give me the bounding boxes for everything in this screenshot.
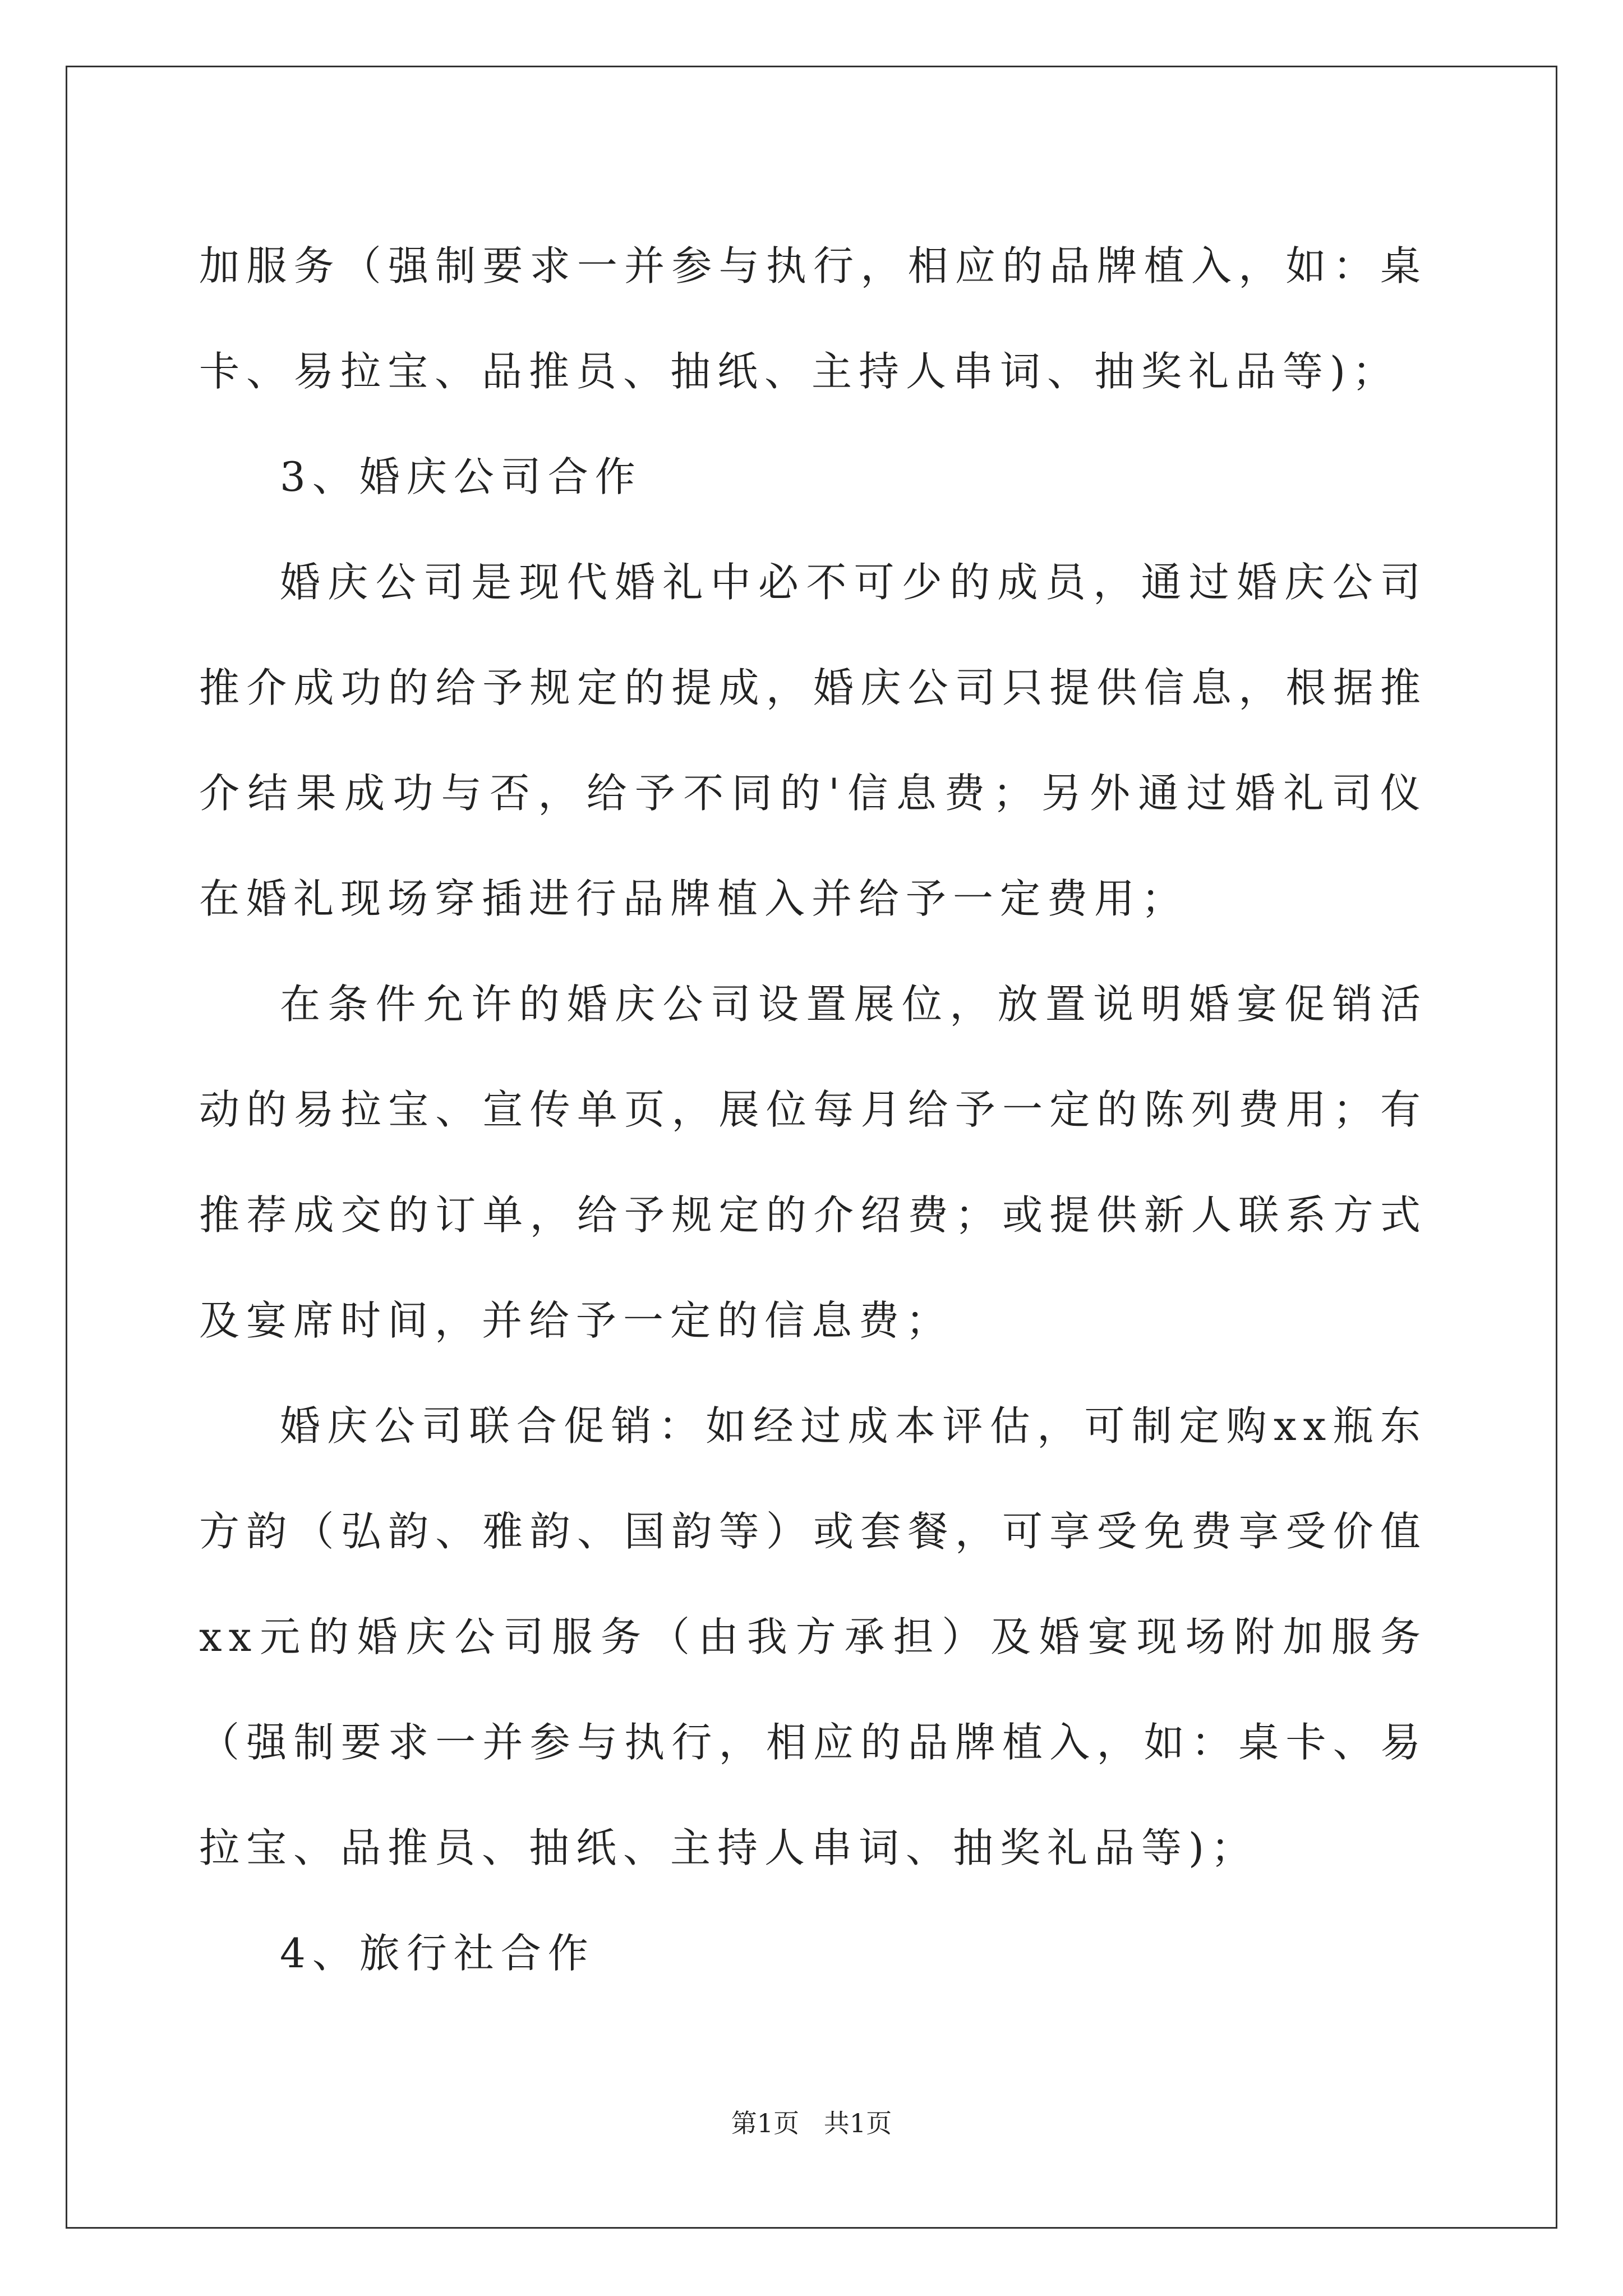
page-footer: 第1页 共1页 — [731, 2108, 892, 2138]
paragraph-booth-display: 在条件允许的婚庆公司设置展位，放置说明婚宴促销活动的易拉宝、宣传单页，展位每月给予一定的陈列费用；有推荐成交的订单，给予规定的介绍费；或提供新人联系方式及宴席时间，并给予一定的信息费； — [199, 981, 1427, 1344]
heading-wedding-company-cooperation: 3、婚庆公司合作 — [280, 453, 642, 500]
paragraph-joint-promotion: 婚庆公司联合促销：如经过成本评估，可制定购xx瓶东方韵（弘韵、雅韵、国韵等）或套餐，可享受免费享受价值xx元的婚庆公司服务（由我方承担）及婚宴现场附加服务（强制要求一并参与执行，相应的品牌植入，如：桌卡、易拉宝、品推员、抽纸、主持人串词、抽奖礼品等)； — [199, 1402, 1427, 1871]
heading-travel-agency-cooperation: 4、旅行社合作 — [280, 1930, 595, 1977]
paragraph-continued-services: 加服务（强制要求一并参与执行，相应的品牌植入，如：桌卡、易拉宝、品推员、抽纸、主持人串词、抽奖礼品等)； — [199, 242, 1427, 395]
document-body — [199, 213, 1427, 2006]
paragraph-wedding-company-referral: 婚庆公司是现代婚礼中必不可少的成员，通过婚庆公司推介成功的给予规定的提成，婚庆公司只提供信息，根据推介结果成功与否，给予不同的'信息费；另外通过婚礼司仪在婚礼现场穿插进行品牌植入并给予一定费用； — [199, 559, 1427, 922]
